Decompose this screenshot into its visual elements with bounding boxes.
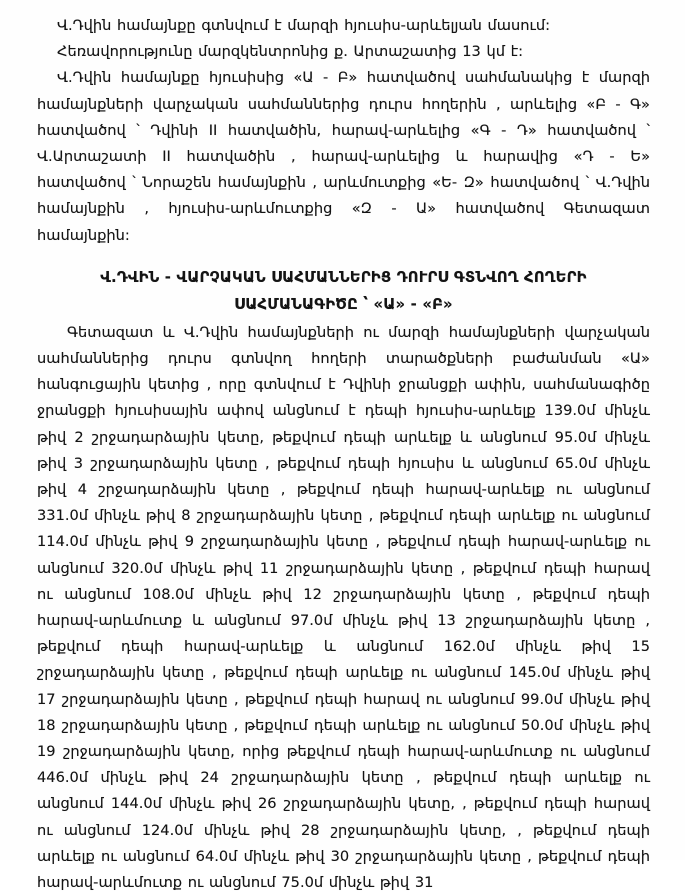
paragraph-boundary-description: Գետազատ և Վ.Դվին համայնքների ու մարզի համայնքների վարչական սահմաններից դուրս գտնվող հողերի տարածքների բաժանման «Ա» հանգուցային կետից , որը գտնվում է Դվինի ջրանցքի ափին, սահմանագիծը ջրանցքի հյուսիսային ափով անցնում է դեպի հյուսիս-արևելք 139.0մ մինչև թիվ 2 շրջադարձային կետը, թեքվում դեպի արևելք և անցնում 95.0մ մինչև թիվ 3 շրջադարձային կետը , թեքվում դեպի հյուսիս և անցնում 65.0մ մինչև թիվ 4 շրջադարձային կետը , թեքվում դեպի հարավ-արևելք ու անցնում 331.0մ մինչև թիվ 8 շրջադարձային կետը , թեքվում դեպի արևելք ու անցնում 114.0մ մինչև թիվ 9 շրջադարձային կետը , թեքվում դեպի հարավ-արևելք ու անցնում 320.0մ մինչև թիվ 11 շրջադարձային կետը , թեքվում դեպի հարավ ու անցնում 108.0մ մինչև թիվ 12 շրջադարձային կետը , թեքվում դեպի հարավ-արևմուտք և անցնում 97.0մ մինչև թիվ 13 շրջադարձային կետը , թեքվում դեպի հարավ-արևելք և անցնում 162.0մ մինչև թիվ 15 շրջադարձային կետը , թեքվում դեպի արևելք ու անցնում 145.0մ մինչև թիվ 17 շրջադարձային կետը , թեքվում դեպի հարավ ու անցնում 99.0մ մինչև թիվ 18 շրջադարձային կետը , թեքվում դեպի արևելք ու անցնում 50.0մ մինչև թիվ 19 շրջադարձային կետը, որից թեքվում դեպի հարավ-արևմուտք ու անցնում 446.0մ մինչև թիվ 24 շրջադարձային կետը , թեքվում դեպի արևելք ու անցնում 144.0մ մինչև թիվ 26 շրջադարձային կետը, , թեքվում դեպի հարավ ու անցնում 124.0մ մինչև թիվ 28 շրջադարձային կետը, , թեքվում դեպի արևելք ու անցնում 64.0մ մինչև թիվ 30 շրջադարձային կետը , թեքվում դեպի հարավ-արևմուտք ու անցնում 75.0մ մինչև թիվ 31 [37,323,650,892]
section-heading [37,264,650,319]
paragraph-distance-from-center: Հեռավորությունը մարզկենտրոնից ք. Արտաշատից 13 կմ է: [57,43,524,61]
section-heading-line2: ՍԱՀՄԱՆԱԳԻԾԸ ՝ «Ա» - «Բ» [234,296,453,314]
section-heading-line1: Վ.ԴՎԻՆ - ՎԱՐՉԱԿԱՆ ՍԱՀՄԱՆՆԵՐԻՑ ԴՈՒՐՍ ԳՏՆՎՈՂ ՀՈՂԵՐԻ [100,268,587,286]
paragraph-community-location: Վ.Դվին համայնքը գտնվում է մարզի հյուսիս-արևելյան մասում: [57,17,551,34]
paragraph-border-sections: Վ.Դվին համայնքը հյուսիսից «Ա - Բ» հատվածով սահմանակից է մարզի համայնքների վարչական սահմաններից դուրս հողերին , արևելից «Բ - Գ» հատվածով ՝ Դվինի II հատվածին, հարավ-արևելից «Գ - Դ» հատվածով ՝ Վ.Արտաշատի II հատվածին , հարավ-արևելից և հարավից «Դ - Ե» հատվածով ՝ Նորաշեն համայնքին , արևմուտքից «Ե- Զ» հատվածով ՝ Վ.Դվին համայնքին , հյուսիս-արևմուտքից «Զ - Ա» հատվածով Գետազատ համայնքին: [37,69,650,244]
